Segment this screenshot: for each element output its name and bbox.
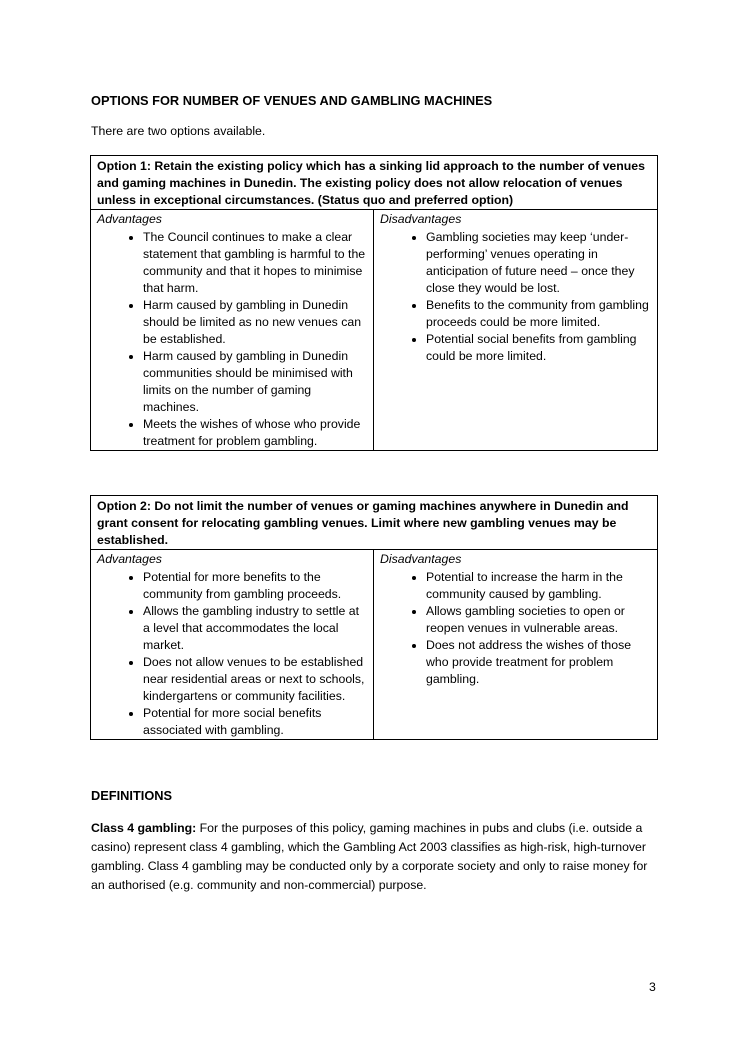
definition-text: For the purposes of this policy, gaming machines in pubs and clubs (i.e. outside a casino) represent class 4 gambling, which the Gambling Act 2003 classifies as high-risk, high-turnover gambling. Class 4 gambling may be conducted only by a corporate society and only to raise money for an authorised (e.g. community and non-commercial) purpose.: [91, 821, 648, 892]
option-1-disadvantages-cell: [374, 210, 658, 451]
option-2-title: Option 2: Do not limit the number of venues or gaming machines anywhere in Dunedin and grant consent for relocating gambling venues. Limit where new gambling venues may be established.: [91, 496, 658, 550]
option-2-advantages-list: [97, 569, 367, 739]
disadvantages-label: Disadvantages: [380, 212, 462, 226]
list-item: • Gambling societies may keep ‘under-performing’ venues operating in anticipation of future need – once they close they would be lost.: [426, 229, 651, 297]
option-2-table: [90, 495, 658, 740]
definition-term: Class 4 gambling:: [91, 821, 197, 835]
section-heading-options: OPTIONS FOR NUMBER OF VENUES AND GAMBLING MACHINES: [91, 93, 493, 108]
list-item: • Potential for more social benefits associated with gambling.: [143, 705, 367, 739]
list-item: • Harm caused by gambling in Dunedin communities should be minimised with limits on the number of gaming machines.: [143, 348, 367, 416]
list-item: • Benefits to the community from gambling proceeds could be more limited.: [426, 297, 651, 331]
option-1-advantages-list: [97, 229, 367, 450]
advantages-label: Advantages: [97, 212, 162, 226]
list-item: • Potential for more benefits to the community from gambling proceeds.: [143, 569, 367, 603]
list-item: • Meets the wishes of whose who provide treatment for problem gambling.: [143, 416, 367, 450]
advantages-label: Advantages: [97, 552, 162, 566]
option-1-disadvantages-list: [380, 229, 651, 365]
option-1-title: Option 1: Retain the existing policy which has a sinking lid approach to the number of venues and gaming machines in Dunedin. The existing policy does not allow relocation of venues unless in exceptional circumstances. (Status quo and preferred option): [91, 156, 658, 210]
list-item: • The Council continues to make a clear statement that gambling is harmful to the community and that it hopes to minimise that harm.: [143, 229, 367, 297]
list-item: • Does not address the wishes of those who provide treatment for problem gambling.: [426, 637, 651, 688]
option-1-table: [90, 155, 658, 451]
option-1-advantages-cell: [91, 210, 374, 451]
option-2-disadvantages-cell: [374, 550, 658, 740]
option-2-advantages-cell: [91, 550, 374, 740]
intro-text: There are two options available.: [91, 124, 266, 138]
disadvantages-label: Disadvantages: [380, 552, 462, 566]
option-2-disadvantages-list: [380, 569, 651, 688]
definition-paragraph: [91, 819, 656, 895]
list-item: • Does not allow venues to be established near residential areas or next to schools, kindergartens or community facilities.: [143, 654, 367, 705]
list-item: • Potential to increase the harm in the community caused by gambling.: [426, 569, 651, 603]
list-item: • Allows the gambling industry to settle at a level that accommodates the local market.: [143, 603, 367, 654]
list-item: • Harm caused by gambling in Dunedin should be limited as no new venues can be established.: [143, 297, 367, 348]
page-number: 3: [649, 980, 656, 994]
section-heading-definitions: DEFINITIONS: [91, 788, 173, 803]
list-item: • Potential social benefits from gambling could be more limited.: [426, 331, 651, 365]
list-item: • Allows gambling societies to open or reopen venues in vulnerable areas.: [426, 603, 651, 637]
